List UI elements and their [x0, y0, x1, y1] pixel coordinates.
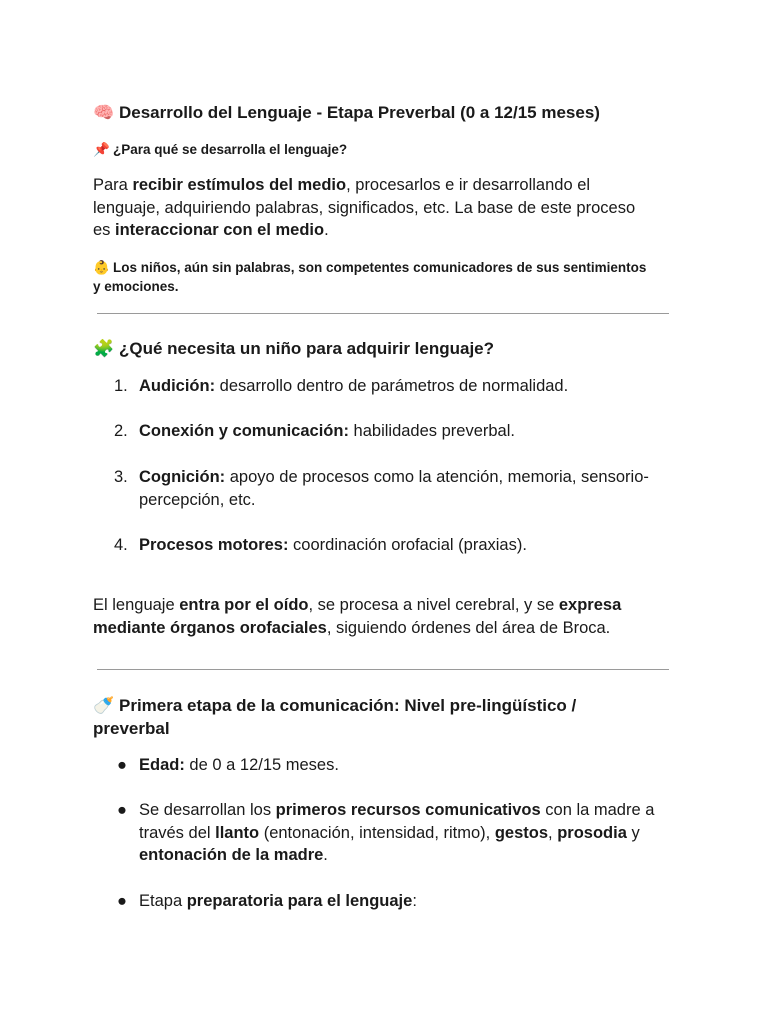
text-run: Para: [93, 176, 133, 194]
baby-bottle-icon: 🍼: [93, 696, 115, 715]
text-run: :: [412, 892, 417, 910]
intro-paragraph: [93, 174, 653, 242]
list-item-text: apoyo de procesos como la atención, memoria, sensorio-percepción, etc.: [139, 468, 649, 509]
puzzle-piece-icon: 🧩: [93, 339, 115, 358]
list-number: 4.: [114, 536, 128, 554]
text-run: El lenguaje: [93, 596, 180, 614]
text-run: y: [626, 823, 640, 842]
question-text: ¿Para qué se desarrolla el lenguaje?: [113, 142, 348, 157]
bold-run: entonación de la madre: [139, 846, 324, 864]
title-text: Desarrollo del Lenguaje - Etapa Preverbal (0 a 12/15 meses): [119, 103, 600, 122]
section-heading: [93, 694, 653, 740]
list-item-text: habilidades preverbal.: [348, 422, 515, 440]
bold-run: recibir estímulos del medio: [132, 176, 347, 194]
section-heading: [93, 339, 494, 359]
list-item-label: Procesos motores:: [139, 536, 289, 554]
note-callout: [93, 258, 653, 296]
bold-run: primeros recursos comunicativos: [275, 801, 541, 819]
list-number: 2.: [114, 422, 128, 440]
text-run: .: [324, 221, 329, 239]
text-run: con la madre a través del: [139, 801, 655, 842]
note-text: Los niños, aún sin palabras, son competentes comunicadores de sus sentimientos y emociones.: [93, 260, 647, 294]
summary-paragraph: [93, 594, 673, 639]
text-run: , se procesa a nivel cerebral, y se: [308, 596, 559, 614]
bold-run: interaccionar con el medio: [115, 221, 325, 239]
text-run: , procesarlos e ir desarrollando el lenguaje, adquiriendo palabras, significados, etc. La base de este proceso es: [93, 176, 636, 239]
list-number: 1.: [114, 377, 128, 395]
section-heading-text: Primera etapa de la comunicación: Nivel pre-lingüístico / preverbal: [93, 696, 577, 738]
section-heading-text: ¿Qué necesita un niño para adquirir lenguaje?: [119, 339, 495, 358]
list-item-label: Audición:: [139, 377, 216, 395]
baby-icon: 👶: [93, 260, 110, 275]
bold-run: preparatoria para el lenguaje: [186, 892, 413, 910]
list-item-label: Conexión y comunicación:: [139, 422, 349, 440]
bullet-text: de 0 a 12/15 meses.: [184, 756, 339, 774]
bullet-dot: ●: [117, 801, 127, 819]
bold-run: gestos: [494, 823, 549, 842]
bold-run: entra por el oído: [179, 596, 309, 614]
text-run: .: [323, 846, 328, 864]
list-item-text: coordinación orofacial (praxias).: [288, 536, 527, 554]
bullet-dot: ●: [117, 756, 127, 774]
bullet-dot: ●: [117, 892, 127, 910]
question-heading: [93, 142, 347, 158]
text-run: ,: [548, 823, 558, 842]
text-run: Se desarrollan los: [139, 801, 276, 819]
brain-icon: 🧠: [93, 103, 115, 122]
text-run: (entonación, intensidad, ritmo),: [259, 823, 495, 842]
list-item-text: desarrollo dentro de parámetros de normalidad.: [215, 377, 569, 395]
document-title: [93, 103, 600, 123]
bullet-label: Edad:: [139, 756, 185, 774]
divider: [97, 669, 669, 670]
divider: [97, 313, 669, 314]
list-item-label: Cognición:: [139, 468, 226, 486]
pushpin-icon: 📌: [93, 142, 110, 157]
bold-run: llanto: [215, 823, 260, 842]
text-run: Etapa: [139, 892, 187, 910]
bold-run: expresa mediante órganos orofaciales: [93, 596, 622, 637]
text-run: , siguiendo órdenes del área de Broca.: [326, 618, 611, 637]
list-number: 3.: [114, 468, 128, 486]
bold-run: prosodia: [557, 823, 627, 842]
